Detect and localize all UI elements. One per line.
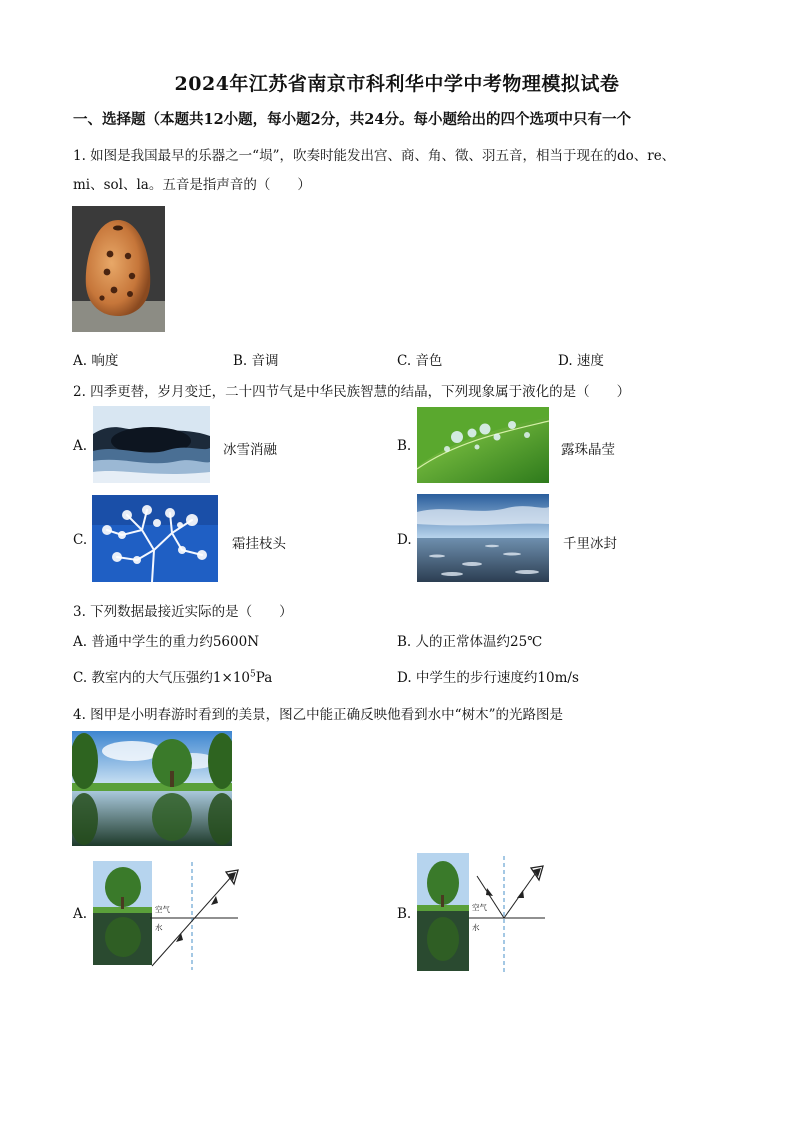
q4-option-a-air-label: 空气 [155,905,170,914]
xun-instrument-image [72,206,165,332]
q2-option-d-letter[interactable]: D. [397,532,412,548]
q3-stem: 3. 下列数据最接近实际的是（ ） [73,604,293,620]
q4-option-b-letter[interactable]: B. [397,906,412,922]
q3-option-d[interactable]: D. 中学生的步行速度约10m/s [397,670,579,686]
q2-option-a-caption: 冰雪消融 [223,442,277,458]
q1-option-d[interactable]: D. 速度 [558,353,604,369]
q4-option-b-air-label: 空气 [472,903,487,912]
q1-option-a[interactable]: A. 响度 [73,353,119,369]
q2-option-d-caption: 千里冰封 [563,536,617,552]
q4-option-b-water-label: 水 [472,923,480,932]
q4-option-a-tree-image [93,861,152,965]
q4-option-a-water-label: 水 [155,923,163,932]
q1-option-c[interactable]: C. 音色 [397,353,443,369]
frozen-lake-image [417,494,549,582]
dew-drops-image [417,407,549,483]
q1-stem-line2: mi、sol、la。五音是指声音的（ ） [73,177,311,193]
q3-option-c-text: C. 教室内的大气压强约1×10 [73,670,251,686]
q4-option-a-letter[interactable]: A. [73,906,88,922]
q4-option-a-ray-diagram [150,862,240,970]
q2-option-c-caption: 霜挂枝头 [232,536,286,552]
section-heading: 一、选择题（本题共12小题，每小题2分，共24分。每小题给出的四个选项中只有一个 [73,111,631,128]
q3-option-b[interactable]: B. 人的正常体温约25℃ [397,634,543,650]
q3-option-c-exponent: 5 [250,669,256,680]
q4-option-b-ray-diagram [469,856,549,974]
q2-option-a-letter[interactable]: A. [73,438,88,454]
page-title: 2024年江苏省南京市科利华中学中考物理模拟试卷 [174,73,620,95]
ice-melting-image [93,406,210,483]
q1-option-b[interactable]: B. 音调 [233,353,279,369]
q2-option-b-caption: 露珠晶莹 [561,442,615,458]
tree-reflection-photo [72,731,232,846]
q2-option-c-letter[interactable]: C. [73,532,88,548]
q4-option-b-tree-image [417,853,469,971]
q1-stem-line1: 1. 如图是我国最早的乐器之一“埙”，吹奏时能发出宫、商、角、徵、羽五音，相当于现在的do、re、 [73,148,676,164]
frost-branches-image [92,495,218,582]
q2-stem: 2. 四季更替，岁月变迁，二十四节气是中华民族智慧的结晶，下列现象属于液化的是（ ） [73,384,631,400]
q3-option-c-unit: Pa [255,670,273,686]
q4-stem: 4. 图甲是小明春游时看到的美景，图乙中能正确反映他看到水中“树木”的光路图是 [73,707,563,723]
q2-option-b-letter[interactable]: B. [397,438,412,454]
q3-option-a[interactable]: A. 普通中学生的重力约5600N [73,634,260,650]
q3-option-c[interactable] [73,666,272,686]
